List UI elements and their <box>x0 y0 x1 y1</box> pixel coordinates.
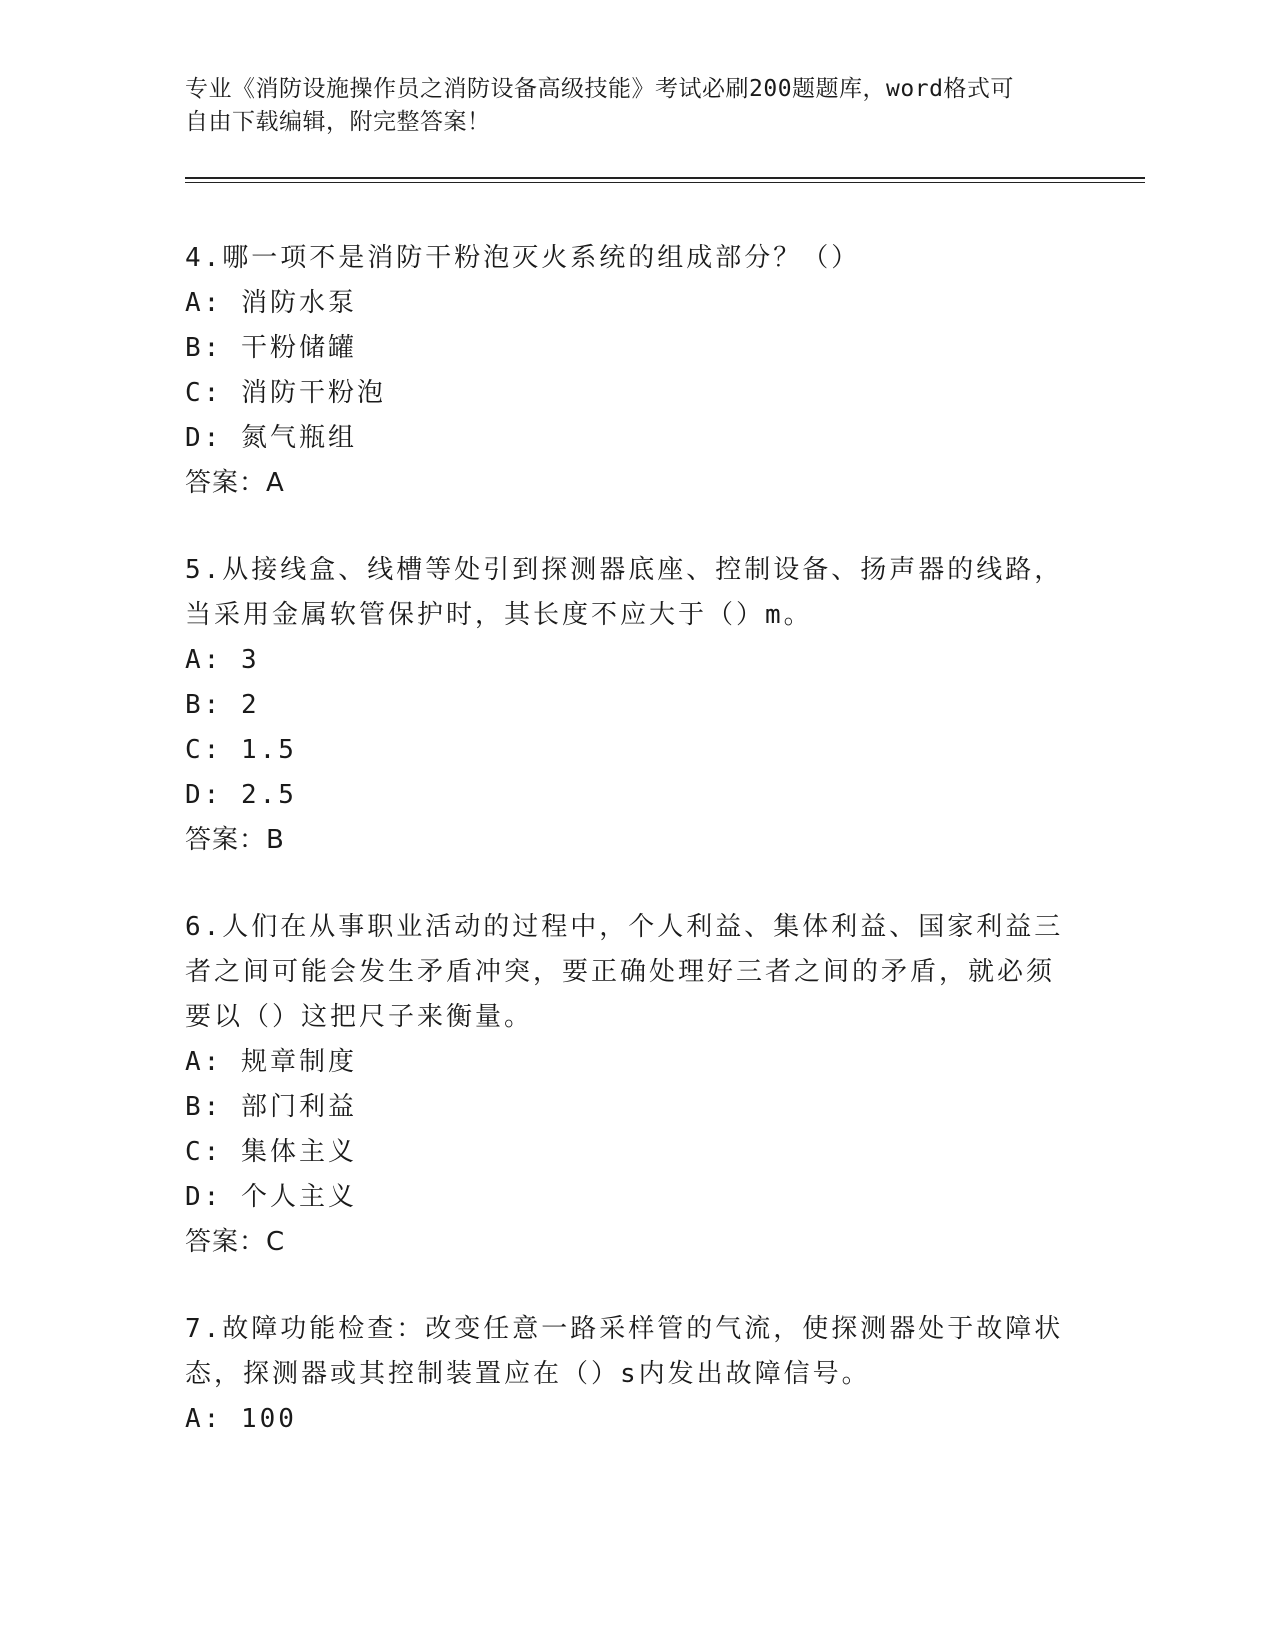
document-header <box>185 73 1065 139</box>
option-a: A: 3 <box>185 645 260 675</box>
answer-line: 答案：A <box>185 468 285 498</box>
option-b: B: 部门利益 <box>185 1092 357 1122</box>
answer-line: 答案：C <box>185 1227 286 1257</box>
header-line-2: 自由下载编辑，附完整答案！ <box>185 109 491 135</box>
option-c: C: 1.5 <box>185 735 297 765</box>
question-item <box>185 1307 1065 1442</box>
header-divider-thick <box>185 177 1145 179</box>
option-a: A: 规章制度 <box>185 1047 357 1077</box>
question-stem: 6.人们在从事职业活动的过程中，个人利益、集体利益、国家利益三者之间可能会发生矛盾冲突，要正确处理好三者之间的矛盾，就必须要以（）这把尺子来衡量。 <box>185 912 1064 1032</box>
option-d: D: 2.5 <box>185 780 297 810</box>
option-c: C: 消防干粉泡 <box>185 378 386 408</box>
question-item <box>185 905 1065 1265</box>
question-stem: 7.故障功能检查：改变任意一路采样管的气流，使探测器处于故障状态，探测器或其控制装置应在（）s内发出故障信号。 <box>185 1314 1064 1389</box>
question-stem: 5.从接线盒、线槽等处引到探测器底座、控制设备、扬声器的线路，当采用金属软管保护时，其长度不应大于（）m。 <box>185 555 1064 630</box>
question-stem: 4.哪一项不是消防干粉泡灭火系统的组成部分？（） <box>185 243 861 273</box>
option-c: C: 集体主义 <box>185 1137 357 1167</box>
header-line-1: 专业《消防设施操作员之消防设备高级技能》考试必刷200题题库，word格式可 <box>185 76 1014 102</box>
option-d: D: 个人主义 <box>185 1182 357 1212</box>
option-b: B: 2 <box>185 690 260 720</box>
question-item <box>185 548 1065 863</box>
option-a: A: 消防水泵 <box>185 288 357 318</box>
answer-line: 答案：B <box>185 825 285 855</box>
question-item <box>185 236 1065 506</box>
header-divider-thin <box>185 182 1145 183</box>
option-d: D: 氮气瓶组 <box>185 423 357 453</box>
question-list <box>185 236 1065 1484</box>
option-b: B: 干粉储罐 <box>185 333 357 363</box>
option-a: A: 100 <box>185 1404 297 1434</box>
